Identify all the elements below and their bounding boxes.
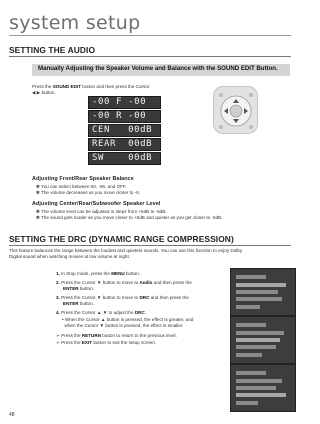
- step-item: 3. Press the Cursor ▼ button to move to DRC and then press the ENTER button.: [56, 295, 189, 306]
- page-number: 48: [9, 412, 15, 418]
- step-note: • When the Cursor ▲ button is pressed, the effect is greater, and when the Cursor ▼ button is pressed, the effect is smaller.: [62, 317, 194, 328]
- section-divider: [9, 245, 291, 246]
- tip-item: ➣ Press the EXIT button to exit the setup screen.: [56, 340, 157, 345]
- drc-intro: This feature balances the range between the loudest and quietest sounds. You can use this function to enjoy Dolby Digital sound when watching movies at low volume at night.: [9, 248, 243, 259]
- lcd-display: -00 F -00: [88, 96, 161, 109]
- subheading-balance: Adjusting Front/Rear Speaker Balance: [32, 176, 134, 182]
- lcd-display: SW 00dB: [88, 152, 161, 165]
- section-heading-audio: SETTING THE AUDIO: [9, 45, 96, 55]
- balance-bullet: ✽ You can select between 00, -06, and OFF.: [36, 184, 127, 189]
- title-divider: [9, 35, 291, 36]
- level-bullet: ✽ The sound gets louder as you move closer to +6dB and quieter as you get closer to -6dB.: [36, 215, 223, 220]
- menu-screenshot: [230, 268, 296, 316]
- subheading-level: Adjusting Center/Rear/Subwoofer Speaker Level: [32, 201, 161, 207]
- subsection-banner-text: Manually Adjusting the Speaker Volume and Balance with the SOUND EDIT Button.: [38, 65, 278, 72]
- step-item: 2. Press the Cursor ▼ button to move to Audio and then press the ENTER button.: [56, 280, 192, 291]
- lcd-display: REAR 00dB: [88, 138, 161, 151]
- menu-screenshot: [230, 364, 296, 412]
- balance-bullet: ✽ The volume decreases as you move closer to -6.: [36, 190, 141, 195]
- step-item: 4. Press the Cursor ▲,▼ to adjust the DRC.: [56, 310, 147, 315]
- remote-control-illustration: [213, 86, 258, 134]
- level-bullet: ✽ The volume level can be adjusted in steps from +6dB to -6dB.: [36, 209, 167, 214]
- intro-text: Press the SOUND EDIT button and then press the Cursor ◀ ▶ button.: [32, 84, 150, 95]
- subsection-banner: [32, 64, 290, 76]
- step-item: 1. In Stop mode, press the MENU button.: [56, 271, 141, 276]
- remote-dpad-icon: [214, 87, 257, 133]
- section-heading-drc: SETTING THE DRC (DYNAMIC RANGE COMPRESSION): [9, 234, 234, 244]
- menu-screenshot: [230, 316, 296, 364]
- lcd-display: CEN 00dB: [88, 124, 161, 137]
- section-divider: [9, 56, 291, 57]
- tip-item: ➣ Press the RETURN button to return to the previous level.: [56, 333, 177, 338]
- page-title: system setup: [9, 12, 141, 34]
- lcd-display: -00 R -00: [88, 110, 161, 123]
